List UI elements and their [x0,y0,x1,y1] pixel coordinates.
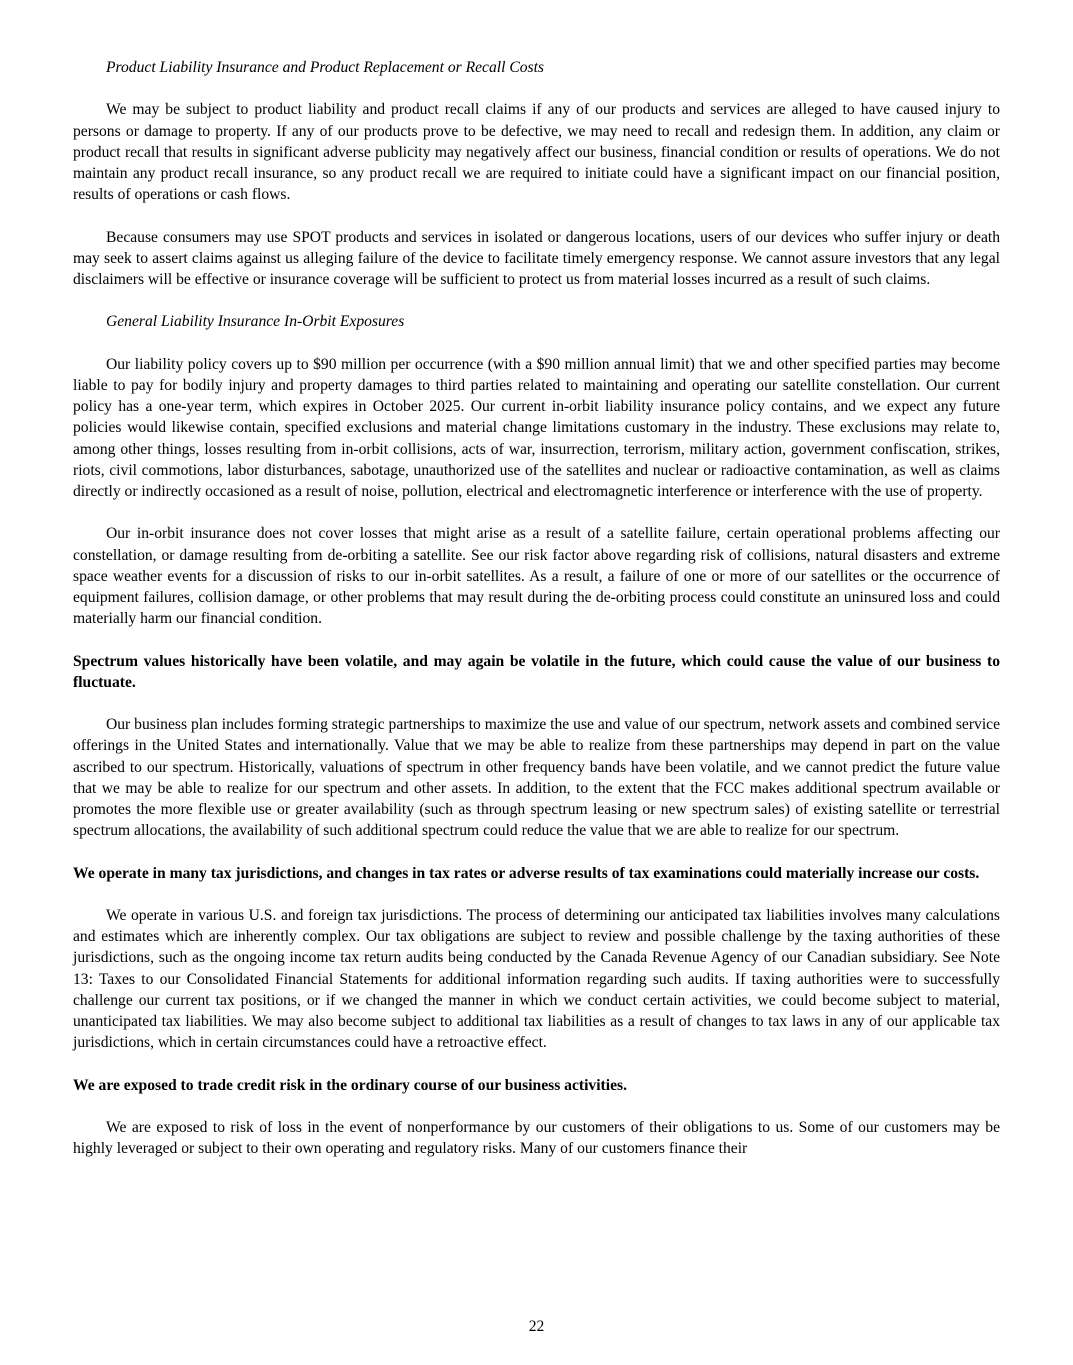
document-page [73,57,1000,1159]
paragraph-tax: We operate in various U.S. and foreign tax jurisdictions. The process of determining our anticipated tax liabilities involves many calculations and estimates which are inherently complex. Our tax obligations are subject to review and possible challenge by the taxing authorities of these jurisdictions, such as the ongoing income tax return audits being conducted by the Canada Revenue Agency of our Canadian subsidiary. See Note 13: Taxes to our Consolidated Financial Statements for additional information regarding such audits. If taxing authorities were to successfully challenge our current tax positions, or if we changed the manner in which we conduct certain activities, we could become subject to material, unanticipated tax liabilities. We may also become subject to additional tax liabilities as a result of changes to tax laws in any of our applicable tax jurisdictions, which in certain circumstances could have a retroactive effect. [73,906,1000,1052]
risk-heading-spectrum: Spectrum values historically have been volatile, and may again be volatile in the future, which could cause the value of our business to fluctuate. [73,652,1000,691]
paragraph-credit: We are exposed to risk of loss in the event of nonperformance by our customers of their obligations to us. Some of our customers may be highly leveraged or subject to their own operating and regulatory risks. Many of our customers finance their [73,1118,1000,1158]
risk-heading-credit: We are exposed to trade credit risk in the ordinary course of our business activities. [73,1076,627,1094]
paragraph-liability-1: Our liability policy covers up to $90 million per occurrence (with a $90 million annual limit) that we and other specified parties may become liable to pay for bodily injury and property damages to third parties related to maintaining and operating our satellite constellation. Our current policy has a one-year term, which expires in October 2025. Our current in-orbit liability insurance policy contains, and we expect any future policies would likewise contain, specified exclusions and material change limitations customary in the industry. These exclusions may relate to, among other things, losses resulting from in-orbit collisions, acts of war, insurrection, terrorism, military action, government confiscation, strikes, riots, civil commotions, labor disturbances, sabotage, unauthorized use of the satellites and nuclear or radioactive contamination, as well as claims directly or indirectly occasioned as a result of noise, pollution, electrical and electromagnetic interference or interference with the use of property. [73,355,1000,500]
paragraph-recall-1: We may be subject to product liability and product recall claims if any of our products and services are alleged to have caused injury to persons or damage to property. If any of our products prove to be defective, we may need to recall and redesign them. In addition, any claim or product recall that results in significant adverse publicity may negatively affect our business, financial condition or results of operations. We do not maintain any product recall insurance, so any product recall we are required to initiate could have a significant impact on our financial position, results of operations or cash flows. [73,101,1000,204]
page-number: 22 [528,1318,545,1335]
paragraph-spectrum: Our business plan includes forming strategic partnerships to maximize the use and value of our spectrum, network assets and combined service offerings in the United States and internationally. Value that we may be able to realize from these partnerships may depend in part on the value ascribed to our spectrum. Historically, valuations of spectrum in other frequency bands have been volatile, and we cannot predict the future value that we may be able to realize for our spectrum and other assets. In addition, to the extent that the FCC makes additional spectrum available or promotes the more flexible use or greater availability (such as through spectrum leasing or new spectrum sales) of existing satellite or terrestrial spectrum allocations, the availability of such additional spectrum could reduce the value that we are able to realize for our spectrum. [73,716,1000,840]
risk-heading-tax: We operate in many tax jurisdictions, and changes in tax rates or adverse results of tax examinations could materially increase our costs. [73,864,980,882]
subheading-product-liability: Product Liability Insurance and Product Replacement or Recall Costs [106,59,544,76]
paragraph-liability-2: Our in-orbit insurance does not cover losses that might arise as a result of a satellite failure, certain operational problems affecting our constellation, or damage resulting from de-orbiting a satellite. See our risk factor above regarding risk of collisions, natural disasters and extreme space weather events for a discussion of risks to our in-orbit satellites. As a result, a failure of one or more of our satellites or the occurrence of equipment failures, collision damage, or other problems that may result during the de-orbiting process could constitute an uninsured loss and could materially harm our financial condition. [73,525,1000,628]
subheading-general-liability: General Liability Insurance In-Orbit Exposures [106,313,405,331]
paragraph-recall-2: Because consumers may use SPOT products and services in isolated or dangerous locations, users of our devices who suffer injury or death may seek to assert claims against us alleging failure of the device to facilitate timely emergency response. We cannot assure investors that any legal disclaimers will be effective or insurance coverage will be sufficient to protect us from material losses incurred as a result of such claims. [73,228,1000,288]
